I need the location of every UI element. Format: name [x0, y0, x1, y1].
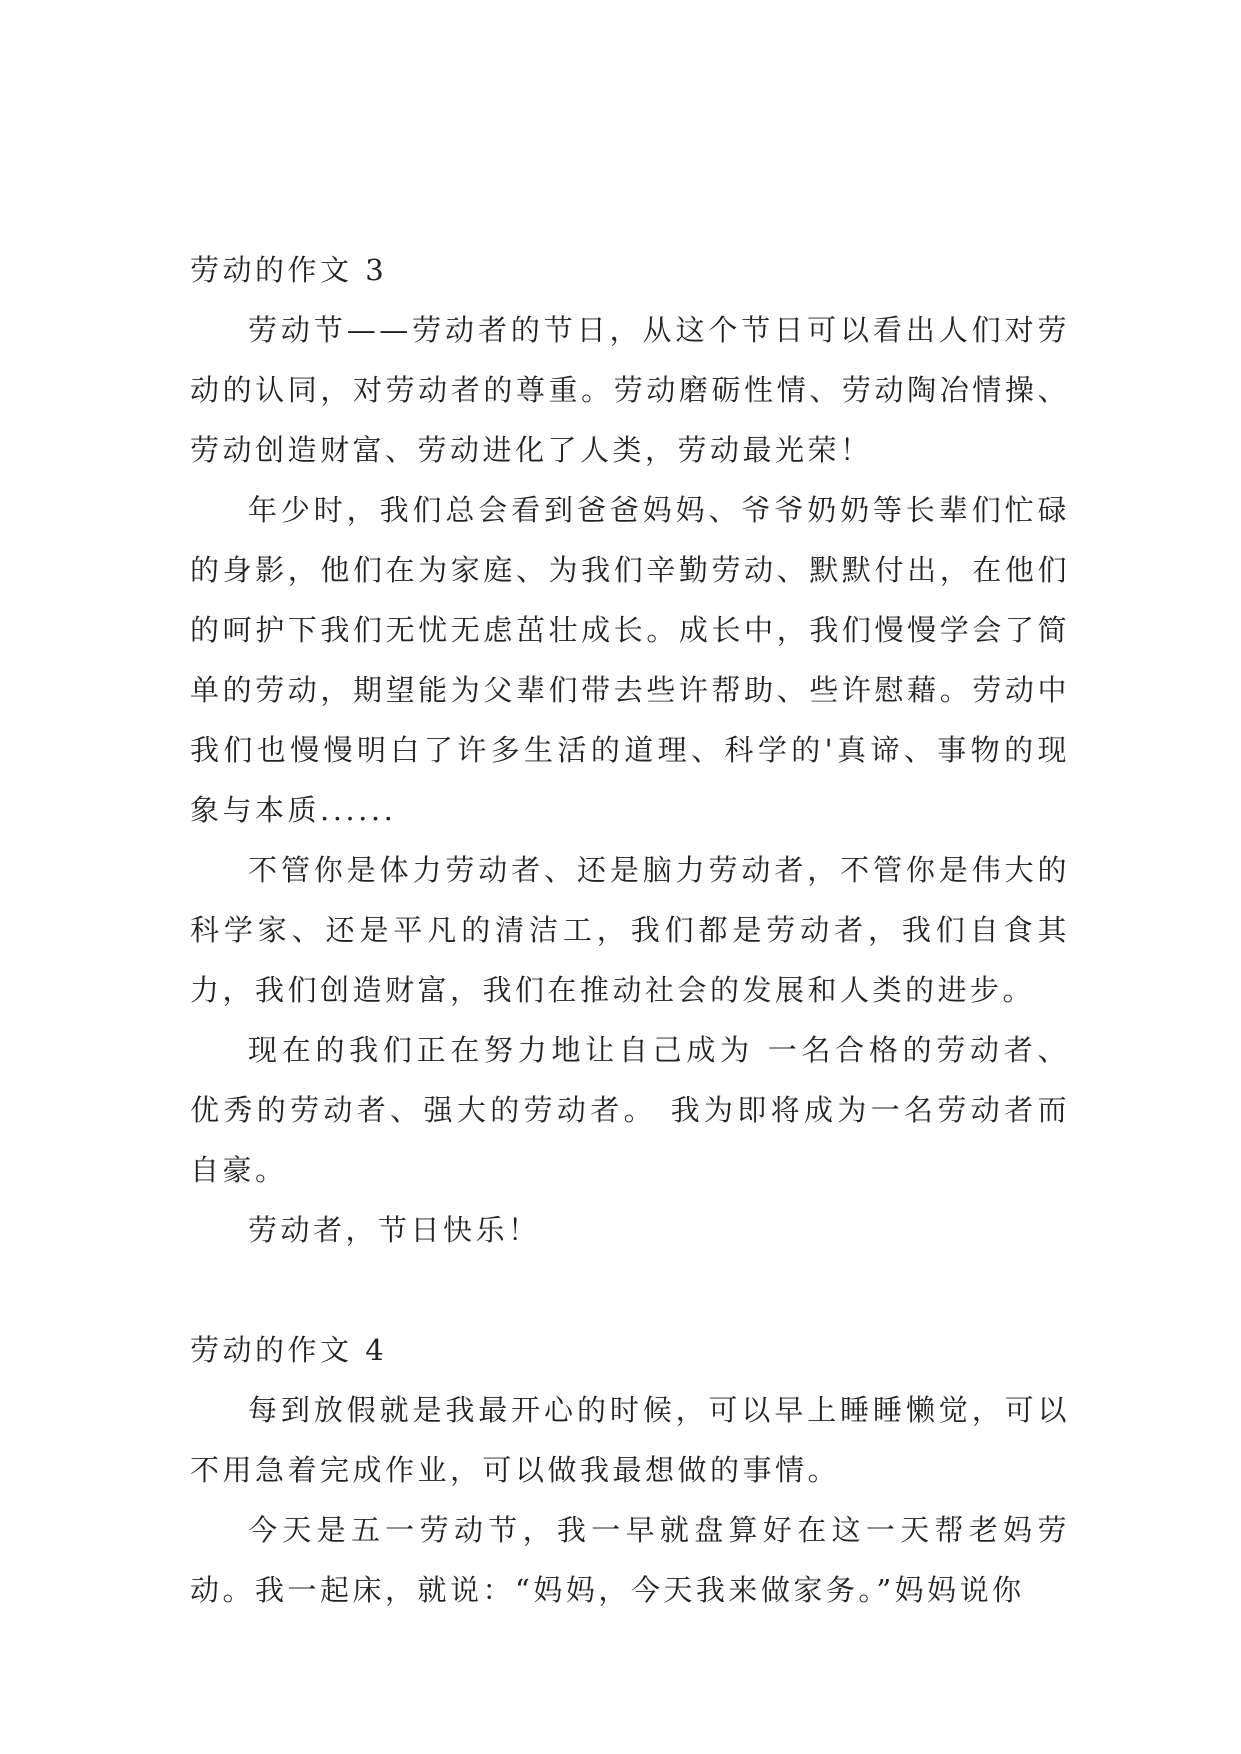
paragraph: 今天是五一劳动节，我一早就盘算好在这一天帮老妈劳动。我一起床，就说：“妈妈，今天我来做家务。”妈妈说你 [190, 1513, 1070, 1607]
paragraph: 劳动节——劳动者的节日，从这个节日可以看出人们对劳动的认同，对劳动者的尊重。劳动磨砺性情、劳动陶冶情操、劳动创造财富、劳动进化了人类，劳动最光荣！ [190, 313, 1070, 467]
section-title: 劳动的作文 3 [190, 253, 388, 287]
paragraph: 每到放假就是我最开心的时候，可以早上睡睡懒觉，可以不用急着完成作业，可以做我最想做的事情。 [190, 1393, 1070, 1487]
section-title: 劳动的作文 4 [190, 1333, 388, 1367]
essay-section-3 [190, 240, 1070, 1260]
paragraph: 现在的我们正在努力地让自己成为 一名合格的劳动者、优秀的劳动者、强大的劳动者。 我为即将成为一名劳动者而自豪。 [190, 1033, 1070, 1187]
paragraph: 年少时，我们总会看到爸爸妈妈、爷爷奶奶等长辈们忙碌的身影，他们在为家庭、为我们辛勤劳动、默默付出，在他们的呵护下我们无忧无虑茁壮成长。成长中，我们慢慢学会了简单的劳动，期望能为父辈们带去些许帮助、些许慰藉。劳动中我们也慢慢明白了许多生活的道理、科学的'真谛、事物的现象与本质...... [190, 493, 1070, 827]
essay-section-4 [190, 1320, 1070, 1620]
document-body [190, 240, 1070, 1620]
paragraph: 劳动者，节日快乐！ [248, 1213, 541, 1247]
paragraph: 不管你是体力劳动者、还是脑力劳动者，不管你是伟大的科学家、还是平凡的清洁工，我们都是劳动者，我们自食其力，我们创造财富，我们在推动社会的发展和人类的进步。 [190, 853, 1070, 1007]
